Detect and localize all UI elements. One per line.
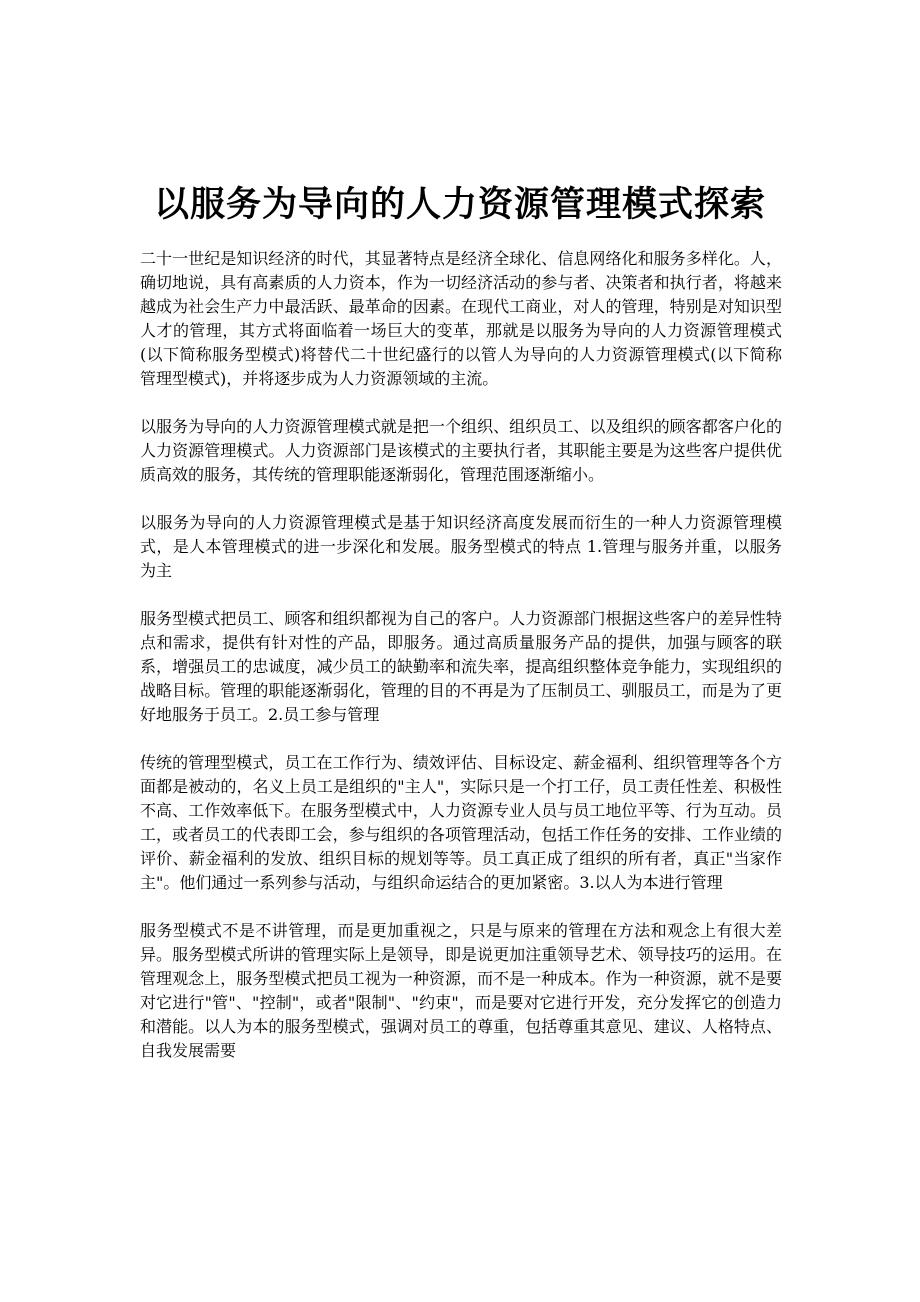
paragraph: 二十一世纪是知识经济的时代，其显著特点是经济全球化、信息网络化和服务多样化。人，确切地说，具有高素质的人力资本，作为一切经济活动的参与者、决策者和执行者，将越来越成为社会生产力中最活跃、最革命的因素。在现代工商业，对人的管理，特别是对知识型人才的管理，其方式将面临着一场巨大的变革，那就是以服务为导向的人力资源管理模式(以下简称服务型模式)将替代二十世纪盛行的以管人为导向的人力资源管理模式(以下简称管理型模式)，并将逐步成为人力资源领域的主流。 bbox=[140, 249, 782, 388]
paragraph: 以服务为导向的人力资源管理模式就是把一个组织、组织员工、以及组织的顾客都客户化的人力资源管理模式。人力资源部门是该模式的主要执行者，其职能主要是为这些客户提供优质高效的服务，其传统的管理职能逐渐弱化，管理范围逐渐缩小。 bbox=[140, 417, 782, 484]
document-body bbox=[140, 247, 782, 1087]
paragraph: 以服务为导向的人力资源管理模式是基于知识经济高度发展而衍生的一种人力资源管理模式，是人本管理模式的进一步深化和发展。服务型模式的特点 1.管理与服务并重，以服务为主 bbox=[140, 513, 782, 580]
paragraph: 服务型模式不是不讲管理，而是更加重视之，只是与原来的管理在方法和观念上有很大差异。服务型模式所讲的管理实际上是领导，即是说更加注重领导艺术、领导技巧的运用。在管理观念上，服务型模式把员工视为一种资源，而不是一种成本。作为一种资源，就不是要对它进行"管"、"控制"，或者"限制"、"约束"，而是要对它进行开发，充分发挥它的创造力和潜能。以人为本的服务型模式，强调对员工的尊重，包括尊重其意见、建议、人格特点、自我发展需要 bbox=[140, 921, 782, 1060]
paragraph: 传统的管理型模式，员工在工作行为、绩效评估、目标设定、薪金福利、组织管理等各个方面都是被动的，名义上员工是组织的"主人"，实际只是一个打工仔，员工责任性差、积极性不高、工作效率低下。在服务型模式中，人力资源专业人员与员工地位平等、行为互动。员工，或者员工的代表即工会，参与组织的各项管理活动，包括工作任务的安排、工作业绩的评价、薪金福利的发放、组织目标的规划等等。员工真正成了组织的所有者，真正"当家作主"。他们通过一系列参与活动，与组织命运结合的更加紧密。3.以人为本进行管理 bbox=[140, 753, 782, 892]
document-title: 以服务为导向的人力资源管理模式探索 bbox=[153, 184, 766, 226]
paragraph: 服务型模式把员工、顾客和组织都视为自己的客户。人力资源部门根据这些客户的差异性特点和需求，提供有针对性的产品，即服务。通过高质量服务产品的提供，加强与顾客的联系，增强员工的忠诚度，减少员工的缺勤率和流失率，提高组织整体竞争能力，实现组织的战略目标。管理的职能逐渐弱化，管理的目的不再是为了压制员工、驯服员工，而是为了更好地服务于员工。2.员工参与管理 bbox=[140, 609, 782, 724]
